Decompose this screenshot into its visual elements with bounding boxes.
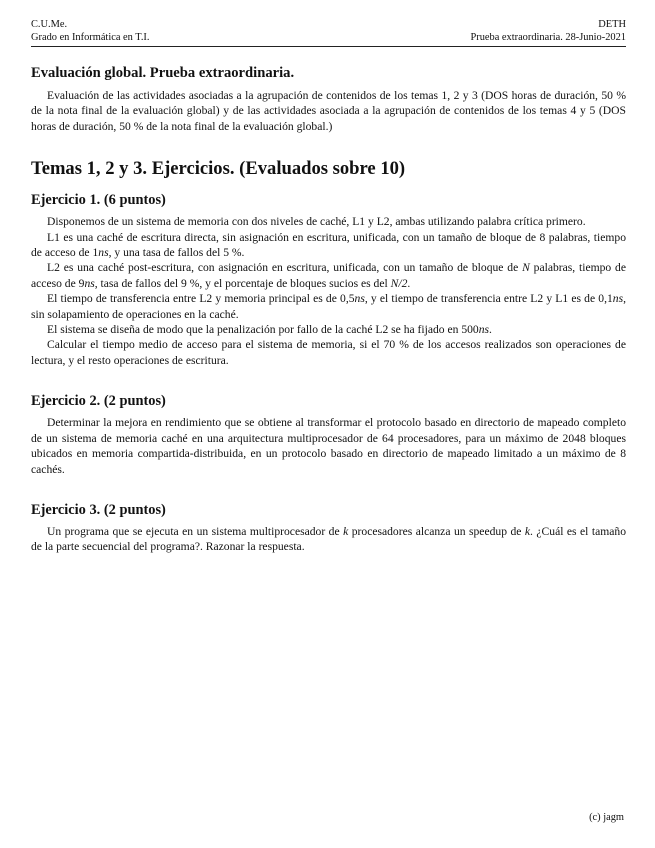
footer-credit: (c) jagm xyxy=(589,812,624,823)
running-header xyxy=(31,18,626,47)
exercise-1-paragraph-4: El tiempo de transferencia entre L2 y memoria principal es de 0,5ns, y el tiempo de transferencia entre L2 y L1 es de 0,1ns, sin solapamiento de operaciones en la caché. xyxy=(31,292,626,321)
header-degree: Grado en Informática en T.I. xyxy=(31,32,150,43)
intro-title: Evaluación global. Prueba extraordinaria. xyxy=(31,65,295,81)
exercise-1-paragraph-1: Disponemos de un sistema de memoria con dos niveles de caché, L1 y L2, ambas utilizando palabra crítica primero. xyxy=(47,215,586,229)
exercise-1-paragraph-5: El sistema se diseña de modo que la penalización por fallo de la caché L2 se ha fijado en 500ns. xyxy=(47,323,492,337)
intro-paragraph: Evaluación de las actividades asociadas a la agrupación de contenidos de los temas 1, 2 y 3 (DOS horas de duración, 50 % de la nota final de la evaluación global) y de las actividades asociada a la agrupación de contenidos de los temas 4 y 5 (DOS horas de duración, 50 % de la nota final de la evaluación global.) xyxy=(31,89,626,133)
exercise-1-paragraph-6: Calcular el tiempo medio de acceso para el sistema de memoria, si el 70 % de los accesos realizados son operaciones de lectura, y el resto operaciones de escritura. xyxy=(31,338,626,367)
exercise-1-paragraph-3: L2 es una caché post-escritura, con asignación en escritura, unificada, con un tamaño de bloque de N palabras, tiempo de acceso de 9ns, tasa de fallos del 9 %, y el porcentaje de bloques sucios es del N/2. xyxy=(31,261,626,290)
section-title: Temas 1, 2 y 3. Ejercicios. (Evaluados sobre 10) xyxy=(31,158,406,180)
exercise-2-paragraph-1: Determinar la mejora en rendimiento que se obtiene al transformar el protocolo basado en directorio de mapeado completo de un sistema de memoria caché en una arquitectura multiprocesador de 64 procesadores, para un máximo de 2048 bloques ubicados en memoria compartida-distribuida, en un protocolo basado en directorio de mapeado limitado a un máximo de 8 cachés. xyxy=(31,416,626,476)
exercise-1-paragraph-2: L1 es una caché de escritura directa, sin asignación en escritura, unificada, con un tamaño de bloque de 8 palabras, tiempo de acceso de 1ns, y una tasa de fallos del 5 %. xyxy=(31,230,626,260)
exercise-1-title: Ejercicio 1. (6 puntos) xyxy=(31,192,166,209)
exercise-2-title: Ejercicio 2. (2 puntos) xyxy=(31,393,166,410)
header-department: DETH xyxy=(598,19,626,30)
header-exam-date: Prueba extraordinaria. 28-Junio-2021 xyxy=(470,32,626,43)
exam-page xyxy=(31,18,626,555)
exercise-3-title: Ejercicio 3. (2 puntos) xyxy=(31,501,166,518)
header-rule xyxy=(31,46,626,47)
exercise-3-paragraph-1: Un programa que se ejecuta en un sistema multiprocesador de k procesadores alcanza un speedup de k. ¿Cuál es el tamaño de la parte secuencial del programa?. Razonar la respuesta. xyxy=(31,524,626,554)
header-institution: C.U.Me. xyxy=(31,19,68,30)
